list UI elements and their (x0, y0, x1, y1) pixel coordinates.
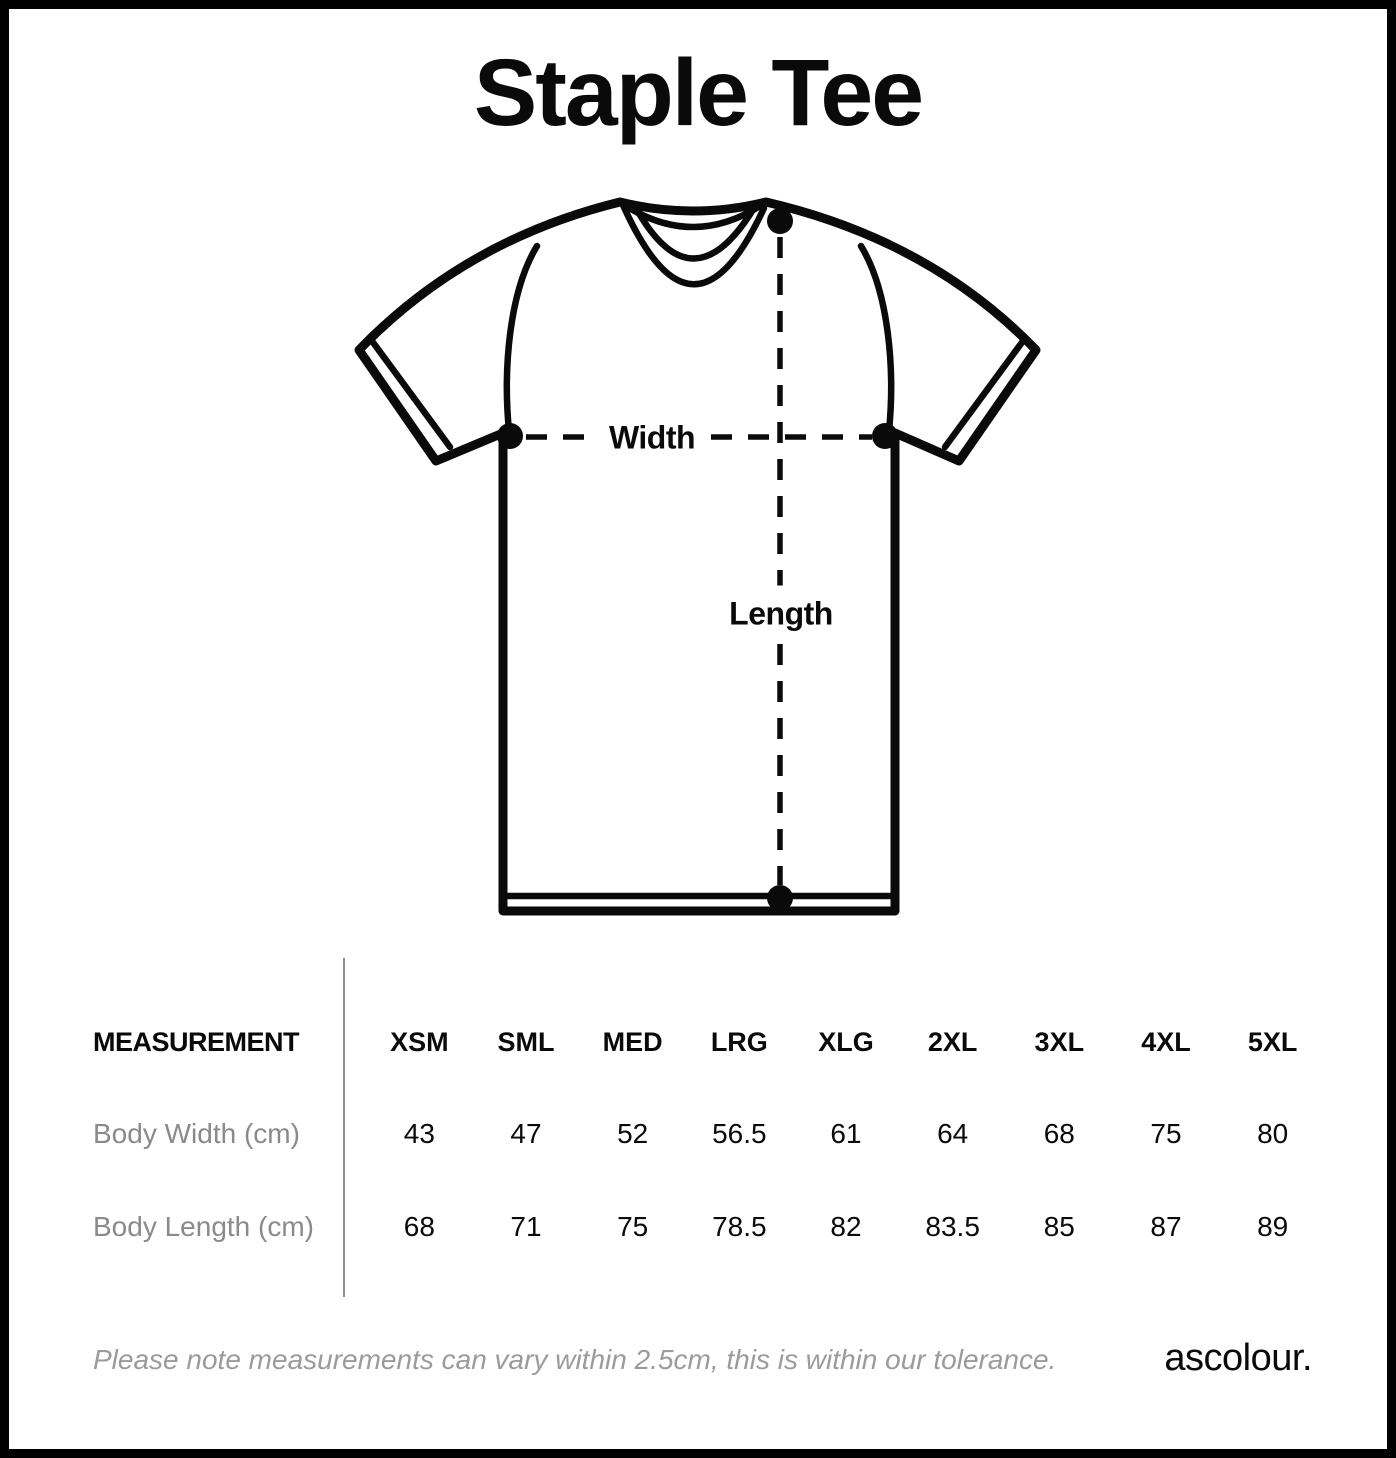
body-length-value: 78.5 (712, 1211, 767, 1242)
body-length-value: 85 (1043, 1211, 1075, 1242)
tolerance-note: Please note measurements can vary within 2.5cm, this is within our tolerance. (93, 1344, 1057, 1375)
hem-point-dot (767, 885, 793, 911)
body-width-value: 61 (830, 1118, 862, 1149)
row-label-body-length: Body Length (cm) (93, 1211, 314, 1242)
body-length-value: 87 (1150, 1211, 1182, 1242)
body-length-value: 71 (510, 1211, 542, 1242)
length-measure-label: Length (721, 586, 841, 643)
width-measure-label: Width (595, 418, 709, 459)
body-length-value: 68 (403, 1211, 435, 1242)
size-header-sml: SML (497, 1026, 555, 1057)
body-length-value: 82 (830, 1211, 862, 1242)
measurement-column-header: MEASUREMENT (93, 1026, 300, 1057)
body-width-cells (366, 1118, 1326, 1150)
page-title: Staple Tee (473, 40, 923, 146)
shoulder-point-dot (767, 208, 793, 234)
size-header-4xl: 4XL (1141, 1026, 1191, 1057)
body-width-value: 47 (510, 1118, 542, 1149)
tshirt-diagram-icon (330, 185, 1070, 925)
body-length-value: 83.5 (925, 1211, 980, 1242)
left-armpit-point-dot (497, 423, 523, 449)
size-header-med: MED (602, 1026, 663, 1057)
table-header-row (93, 1027, 1326, 1057)
size-header-cells (366, 1027, 1326, 1058)
size-header-5xl: 5XL (1247, 1026, 1298, 1057)
body-length-value: 89 (1257, 1211, 1289, 1242)
brand-logo: ascolour. (1164, 1337, 1312, 1379)
body-width-value: 80 (1257, 1118, 1289, 1149)
body-width-value: 68 (1043, 1118, 1075, 1149)
body-length-cells (366, 1211, 1326, 1243)
body-length-value: 75 (617, 1211, 649, 1242)
size-header-3xl: 3XL (1034, 1026, 1085, 1057)
tshirt-outline (359, 202, 1036, 911)
size-header-xlg: XLG (818, 1026, 874, 1057)
body-width-value: 64 (937, 1118, 969, 1149)
body-width-value: 43 (403, 1118, 435, 1149)
size-header-xsm: XSM (390, 1026, 449, 1057)
size-header-2xl: 2XL (927, 1026, 978, 1057)
table-row-body-width (93, 1119, 1326, 1149)
row-label-body-width: Body Width (cm) (93, 1118, 300, 1149)
body-width-value: 75 (1150, 1118, 1182, 1149)
body-width-value: 52 (617, 1118, 649, 1149)
table-row-body-length (93, 1212, 1326, 1242)
body-width-value: 56.5 (712, 1118, 767, 1149)
size-header-lrg: LRG (710, 1026, 768, 1057)
right-armpit-point-dot (872, 423, 898, 449)
